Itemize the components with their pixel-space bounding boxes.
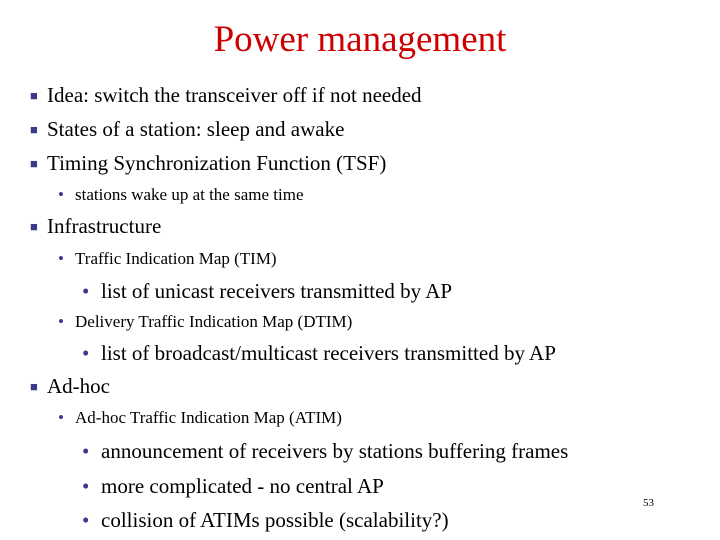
bullet-item xyxy=(30,85,422,106)
sub-sub-bullet-item xyxy=(82,476,384,497)
bullet-text: Ad-hoc Traffic Indication Map (ATIM) xyxy=(75,408,342,427)
bullet-text: Ad-hoc xyxy=(47,374,110,398)
bullet-text: more complicated - no central AP xyxy=(101,474,384,498)
bullet-text: stations wake up at the same time xyxy=(75,185,304,204)
bullet-text: Idea: switch the transceiver off if not needed xyxy=(47,83,422,107)
bullet-text: announcement of receivers by stations buffering frames xyxy=(101,439,569,463)
sub-sub-bullet-item xyxy=(82,510,449,531)
round-bullet-icon: • xyxy=(82,279,90,303)
bullet-text: Delivery Traffic Indication Map (DTIM) xyxy=(75,312,353,331)
round-bullet-icon: • xyxy=(58,408,64,427)
square-bullet-icon: ■ xyxy=(30,379,38,394)
slide-title: Power management xyxy=(213,19,507,60)
sub-bullet-item xyxy=(58,250,277,267)
sub-bullet-item xyxy=(58,186,304,203)
sub-sub-bullet-item xyxy=(82,343,556,364)
square-bullet-icon: ■ xyxy=(30,88,38,103)
sub-sub-bullet-item xyxy=(82,281,452,302)
bullet-text: collision of ATIMs possible (scalability?) xyxy=(101,508,449,532)
round-bullet-icon: • xyxy=(82,341,90,365)
square-bullet-icon: ■ xyxy=(30,156,38,171)
round-bullet-icon: • xyxy=(82,508,90,532)
bullet-text: list of broadcast/multicast receivers transmitted by AP xyxy=(101,341,556,365)
bullet-text: States of a station: sleep and awake xyxy=(47,117,345,141)
bullet-text: list of unicast receivers transmitted by AP xyxy=(101,279,453,303)
page-number: 53 xyxy=(643,497,654,509)
bullet-text: Traffic Indication Map (TIM) xyxy=(75,249,277,268)
round-bullet-icon: • xyxy=(58,249,64,268)
round-bullet-icon: • xyxy=(58,185,64,204)
bullet-item xyxy=(30,153,386,174)
round-bullet-icon: • xyxy=(58,312,64,331)
square-bullet-icon: ■ xyxy=(30,122,38,137)
sub-bullet-item xyxy=(58,313,352,330)
bullet-text: Infrastructure xyxy=(47,214,162,238)
round-bullet-icon: • xyxy=(82,474,90,498)
bullet-item xyxy=(30,119,344,140)
sub-bullet-item xyxy=(58,409,342,426)
bullet-item xyxy=(30,216,161,237)
square-bullet-icon: ■ xyxy=(30,219,38,234)
bullet-text: Timing Synchronization Function (TSF) xyxy=(47,151,387,175)
round-bullet-icon: • xyxy=(82,439,90,463)
bullet-item xyxy=(30,376,110,397)
sub-sub-bullet-item xyxy=(82,441,568,462)
